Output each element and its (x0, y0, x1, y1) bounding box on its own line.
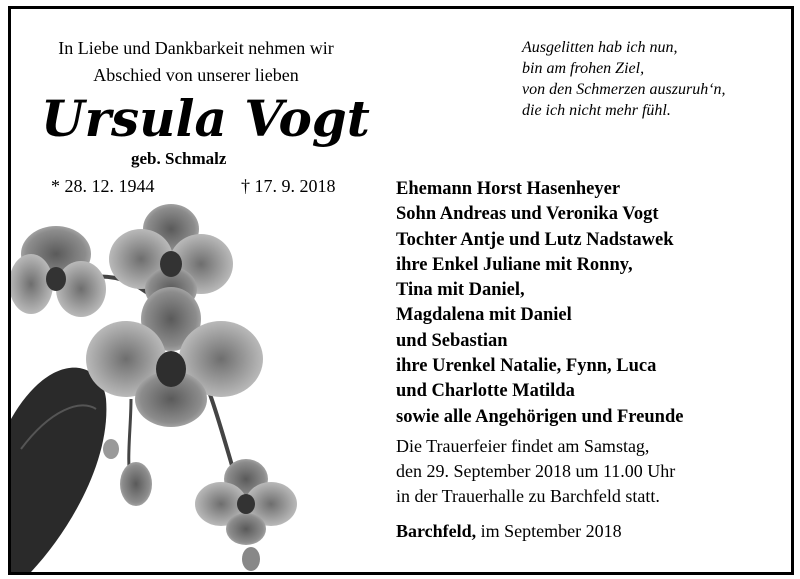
mourner-line: Tina mit Daniel, (396, 280, 525, 301)
signoff-place: Barchfeld, (396, 521, 477, 541)
intro-line: Abschied von unserer lieben (93, 65, 299, 85)
birth-date: * 28. 12. 1944 (51, 176, 155, 196)
mourner-line: und Charlotte Matilda (396, 381, 575, 402)
orchid-flower (11, 226, 106, 317)
orchid-flower (195, 459, 297, 545)
ceremony-line: in der Trauerhalle zu Barchfeld statt. (396, 486, 660, 506)
orchid-flowers-image (11, 199, 301, 572)
quote-line: Ausgelitten hab ich nun, (522, 39, 678, 56)
death-date: † 17. 9. 2018 (241, 176, 336, 196)
mourner-line: ihre Enkel Juliane mit Ronny, (396, 254, 633, 275)
birth-name: geb. Schmalz (131, 149, 227, 168)
mourner-line: Sohn Andreas und Veronika Vogt (396, 204, 659, 225)
ceremony-line: den 29. September 2018 um 11.00 Uhr (396, 461, 676, 481)
mourner-line: ihre Urenkel Natalie, Fynn, Luca (396, 356, 657, 377)
ceremony-info (396, 434, 675, 509)
quote-poem (522, 37, 726, 121)
intro-line: In Liebe und Dankbarkeit nehmen wir (58, 38, 334, 58)
mourners-list (396, 177, 683, 430)
signoff-date: im September 2018 (480, 521, 622, 541)
orchid-bud (120, 462, 152, 506)
obituary-notice (8, 6, 794, 575)
signoff (396, 521, 622, 542)
quote-line: von den Schmerzen auszuruh‘n, (522, 81, 726, 98)
quote-line: die ich nicht mehr fühl. (522, 102, 671, 119)
mourner-line: Ehemann Horst Hasenheyer (396, 179, 621, 199)
mourner-line: und Sebastian (396, 330, 508, 351)
mourner-line: Magdalena mit Daniel (396, 305, 572, 326)
deceased-name: Ursula Vogt (41, 89, 370, 148)
ceremony-line: Die Trauerfeier findet am Samstag, (396, 436, 650, 456)
mourner-line: Tochter Antje und Lutz Nadstawek (396, 229, 674, 250)
orchid-flower (86, 287, 263, 427)
orchid-bud (242, 547, 260, 571)
mourner-line: sowie alle Angehörigen und Freunde (396, 406, 684, 427)
quote-line: bin am frohen Ziel, (522, 60, 645, 77)
intro-text (26, 35, 366, 89)
orchid-bud (103, 439, 119, 459)
